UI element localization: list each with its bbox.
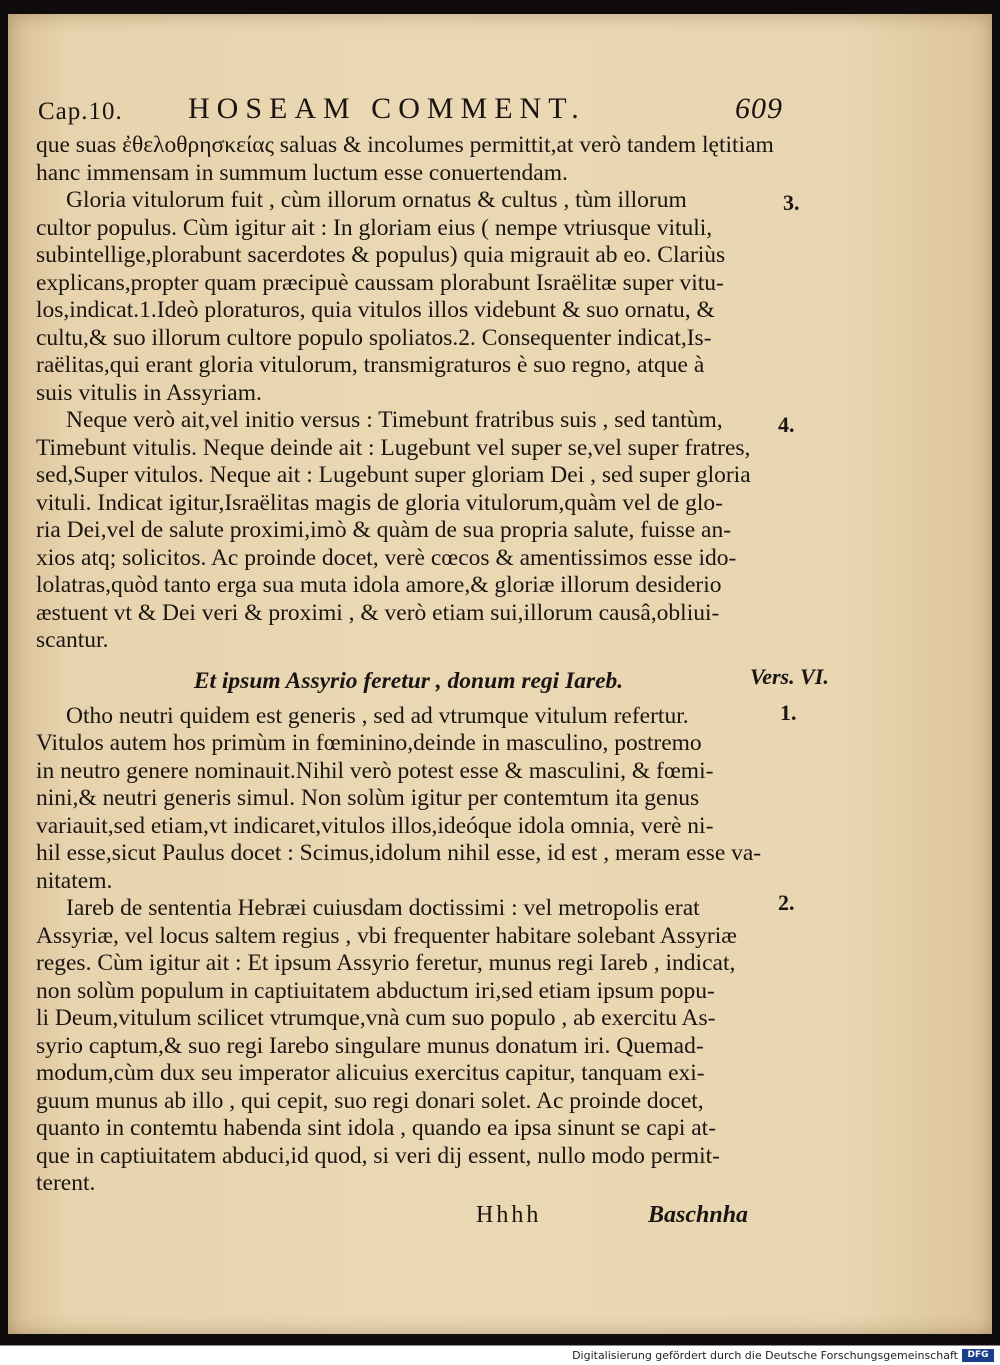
text-line: variauit,sed etiam,vt indicaret,vitulos illos,ideóque idola omnia, verè ni- xyxy=(36,812,714,839)
margin-note: 3. xyxy=(783,190,800,215)
text-line: guum munus ab illo , qui cepit, suo regi donari solet. Ac proinde docet, xyxy=(36,1087,704,1114)
text-line: non solùm populum in captiuitatem abductum iri,sed etiam ipsum popu- xyxy=(36,977,715,1004)
text-line: explicans,propter quam præcipuè caussam plorabunt Israëlitæ super vitu- xyxy=(36,269,724,296)
margin-note: 2. xyxy=(778,890,795,915)
signature-mark: Hhhh xyxy=(476,1202,542,1228)
text-line: suis vitulis in Assyriam. xyxy=(36,379,262,406)
text-line: nitatem. xyxy=(36,867,113,894)
text-line: xios atq; solicitos. Ac proinde docet, verè cœcos & amentissimos esse ido- xyxy=(36,544,737,571)
text-line: terent. xyxy=(36,1170,96,1196)
text-line: sed,Super vitulos. Neque ait : Lugebunt super gloriam Dei , sed super gloria xyxy=(36,462,751,488)
running-head xyxy=(38,92,783,132)
book-page xyxy=(8,14,992,1334)
text-line: Assyriæ, vel locus saltem regius , vbi frequenter habitare solebant Assyriæ xyxy=(36,922,737,949)
text-line: subintellige,plorabunt sacerdotes & populus) quia migrauit ab eo. Clariùs xyxy=(36,242,726,268)
running-title: HOSEAM COMMENT. xyxy=(188,92,586,125)
text-line: syrio captum,& suo regi Iarebo singulare munus donatum iri. Quemad- xyxy=(36,1032,704,1059)
catchword: Baschnha xyxy=(648,1202,749,1228)
text-line: Neque verò ait,vel initio versus : Timebunt fratribus suis , sed tantùm, xyxy=(66,407,723,433)
text-line: cultor populus. Cùm igitur ait : In gloriam eius ( nempe vtriusque vituli, xyxy=(36,214,713,241)
text-line: los,indicat.1.Ideò ploraturos, quia vitulos illos videbunt & suo ornatu, & xyxy=(36,297,715,323)
commentary-text xyxy=(36,132,781,1198)
text-line: quanto in contemtu habenda sint idola , quando ea ipsa sinunt se capi at- xyxy=(36,1115,717,1141)
text-line: hanc immensam in summum luctum esse conuertendam. xyxy=(36,159,568,186)
margin-note: 4. xyxy=(778,412,795,437)
footer-bar xyxy=(0,1345,1000,1365)
text-line: que suas ἐθελοθρησκείας saluas & incolumes permittit,at verò tandem lętitiam xyxy=(36,132,774,158)
text-line: lolatras,quòd tanto erga sua muta idola amore,& gloriæ illorum desiderio xyxy=(36,572,722,598)
text-line: cultu,& suo illorum cultore populo spoliatos.2. Consequenter indicat,Is- xyxy=(36,324,712,351)
text-line: Vitulos autem hos primùm in fœminino,deinde in masculino, postremo xyxy=(36,730,702,756)
text-line: Timebunt vitulis. Neque deinde ait : Lugebunt vel super se,vel super fratres, xyxy=(36,434,751,461)
text-line: æstuent vt & Dei veri & proximi , & verò etiam sui,illorum causâ,obliui- xyxy=(36,599,720,626)
text-line: hil esse,sicut Paulus docet : Scimus,idolum nihil esse, id est , meram esse va- xyxy=(36,840,762,866)
text-line: que in captiuitatem abduci,id quod, si veri dij essent, nullo modo permit- xyxy=(36,1142,720,1169)
funding-credit: Digitalisierung gefördert durch die Deutsche Forschungsgemeinschaft xyxy=(572,1349,958,1362)
text-line: Otho neutri quidem est generis , sed ad vtrumque vitulum refertur. xyxy=(66,702,689,729)
text-line: Iareb de sententia Hebræi cuiusdam doctissimi : vel metropolis erat xyxy=(66,895,700,921)
margin-note: Vers. VI. xyxy=(750,664,829,689)
dfg-logo-icon: DFG xyxy=(962,1349,994,1362)
text-line: in neutro genere nominauit.Nihil verò potest esse & masculini, & fœmi- xyxy=(36,757,714,784)
text-line: nini,& neutri generis simul. Non solùm igitur per contemtum ita genus xyxy=(36,785,700,811)
text-line: ria Dei,vel de salute proximi,imò & quàm de sua propria salute, fuisse an- xyxy=(36,517,732,543)
text-line: scantur. xyxy=(36,627,109,653)
text-line: li Deum,vitulum scilicet vtrumque,vnà cum suo populo , ab exercitu As- xyxy=(36,1005,716,1031)
text-line: vituli. Indicat igitur,Israëlitas magis de gloria vitulorum,quàm vel de glo- xyxy=(36,489,723,516)
margin-note: 1. xyxy=(780,700,797,725)
text-line: raëlitas,qui erant gloria vitulorum, transmigraturos è suo regno, atque à xyxy=(36,352,705,378)
verse-lemma: Et ipsum Assyrio feretur , donum regi Iareb. xyxy=(193,667,624,694)
page-number: 609 xyxy=(735,92,783,125)
chapter-label: Cap.10. xyxy=(38,98,123,125)
text-line: reges. Cùm igitur ait : Et ipsum Assyrio feretur, munus regi Iareb , indicat, xyxy=(36,950,736,976)
text-line: modum,cùm dux seu imperator alicuius exercitus capitur, tanquam exi- xyxy=(36,1060,705,1086)
text-line: Gloria vitulorum fuit , cùm illorum ornatus & cultus , tùm illorum xyxy=(66,187,687,213)
